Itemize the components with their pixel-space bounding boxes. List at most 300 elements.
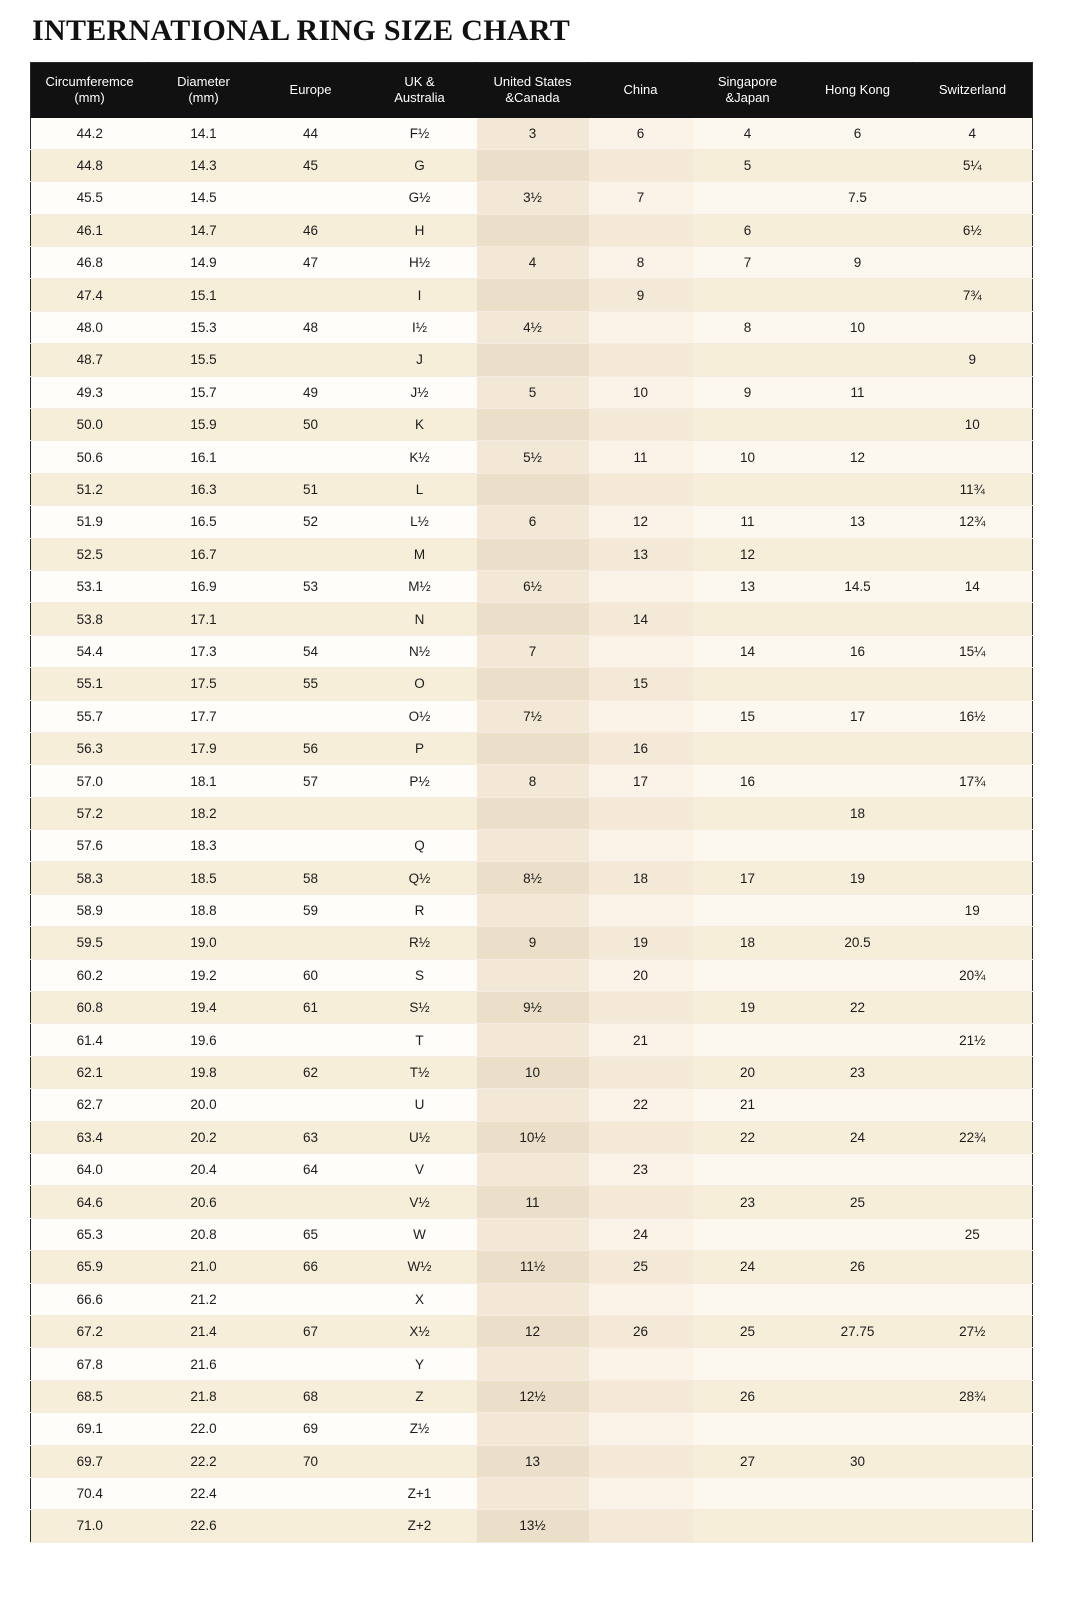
column-header-line: China <box>623 82 658 98</box>
table-cell: X <box>363 1283 477 1315</box>
table-cell <box>913 797 1033 829</box>
table-cell: 13 <box>589 538 693 570</box>
table-cell: 9 <box>693 376 803 408</box>
table-cell <box>259 1477 363 1509</box>
table-cell <box>693 1477 803 1509</box>
table-cell: J½ <box>363 376 477 408</box>
table-cell: 46 <box>259 214 363 246</box>
table-cell <box>913 732 1033 764</box>
table-cell: O½ <box>363 700 477 732</box>
table-cell <box>589 1121 693 1153</box>
table-cell <box>693 1283 803 1315</box>
table-cell: 19.6 <box>149 1024 259 1056</box>
table-row <box>31 570 1033 602</box>
table-cell <box>913 992 1033 1024</box>
table-cell <box>259 182 363 214</box>
table-row <box>31 344 1033 376</box>
table-cell: 45.5 <box>31 182 149 214</box>
table-cell: 13 <box>477 1445 589 1477</box>
table-cell: 12 <box>803 441 913 473</box>
table-cell <box>477 279 589 311</box>
table-cell <box>477 214 589 246</box>
table-cell <box>589 1348 693 1380</box>
table-cell: 18.3 <box>149 830 259 862</box>
table-cell: 49.3 <box>31 376 149 408</box>
table-cell <box>589 1380 693 1412</box>
table-cell: 66.6 <box>31 1283 149 1315</box>
table-cell: 20.8 <box>149 1218 259 1250</box>
table-cell: 14.3 <box>149 149 259 181</box>
table-cell <box>589 1186 693 1218</box>
table-cell: 22.0 <box>149 1413 259 1445</box>
table-cell: 21.0 <box>149 1251 259 1283</box>
table-cell: 69.7 <box>31 1445 149 1477</box>
table-cell: 25 <box>913 1218 1033 1250</box>
table-cell <box>589 894 693 926</box>
table-cell: U <box>363 1089 477 1121</box>
table-cell: 60 <box>259 959 363 991</box>
table-cell <box>589 149 693 181</box>
table-cell: 54.4 <box>31 635 149 667</box>
table-cell: 55.7 <box>31 700 149 732</box>
table-cell: 20.6 <box>149 1186 259 1218</box>
table-cell: 16.7 <box>149 538 259 570</box>
table-cell: 19.8 <box>149 1056 259 1088</box>
table-cell <box>693 668 803 700</box>
table-cell <box>589 1413 693 1445</box>
table-cell: 48 <box>259 311 363 343</box>
column-header-2 <box>259 63 363 118</box>
table-cell: 44.2 <box>31 118 149 150</box>
table-header-row <box>31 63 1033 118</box>
table-cell: 18 <box>803 797 913 829</box>
table-cell <box>913 1413 1033 1445</box>
table-cell: 69 <box>259 1413 363 1445</box>
table-row <box>31 732 1033 764</box>
table-cell: F½ <box>363 118 477 150</box>
table-cell: 15¼ <box>913 635 1033 667</box>
table-cell: 9 <box>803 247 913 279</box>
table-cell: 18.5 <box>149 862 259 894</box>
table-row <box>31 830 1033 862</box>
table-cell: 25 <box>693 1315 803 1347</box>
table-cell <box>803 214 913 246</box>
table-cell <box>803 668 913 700</box>
column-header-line: Australia <box>394 90 445 106</box>
table-cell: N½ <box>363 635 477 667</box>
table-cell: 20 <box>693 1056 803 1088</box>
table-cell <box>477 1348 589 1380</box>
table-cell: G½ <box>363 182 477 214</box>
table-cell: 70.4 <box>31 1477 149 1509</box>
table-cell <box>803 830 913 862</box>
table-cell: 6 <box>477 506 589 538</box>
table-cell: 19 <box>589 927 693 959</box>
table-cell: 58 <box>259 862 363 894</box>
column-header-line: &Canada <box>505 90 560 106</box>
table-cell <box>803 1413 913 1445</box>
table-cell: 59.5 <box>31 927 149 959</box>
table-cell: 7½ <box>477 700 589 732</box>
table-cell: 15.3 <box>149 311 259 343</box>
table-cell: 18 <box>589 862 693 894</box>
column-header-7 <box>803 63 913 118</box>
table-cell <box>477 149 589 181</box>
table-cell: 22¾ <box>913 1121 1033 1153</box>
table-cell: 12¾ <box>913 506 1033 538</box>
table-cell <box>913 182 1033 214</box>
table-cell: 19.4 <box>149 992 259 1024</box>
table-cell: 8 <box>589 247 693 279</box>
table-cell: 15.9 <box>149 409 259 441</box>
column-header-line: Europe <box>289 82 332 98</box>
table-cell: 7 <box>693 247 803 279</box>
table-cell: J <box>363 344 477 376</box>
table-cell <box>913 1348 1033 1380</box>
table-row <box>31 1251 1033 1283</box>
table-cell: 17.1 <box>149 603 259 635</box>
table-cell: 50.0 <box>31 409 149 441</box>
table-cell: 11 <box>589 441 693 473</box>
table-cell: 14.5 <box>803 570 913 602</box>
table-cell <box>913 441 1033 473</box>
table-cell <box>589 797 693 829</box>
table-cell <box>693 894 803 926</box>
table-cell: 16 <box>803 635 913 667</box>
table-cell: 64 <box>259 1154 363 1186</box>
table-cell: 21.2 <box>149 1283 259 1315</box>
table-cell: 49 <box>259 376 363 408</box>
table-cell <box>259 1186 363 1218</box>
table-cell <box>477 1089 589 1121</box>
column-header-5 <box>589 63 693 118</box>
table-cell: 16.9 <box>149 570 259 602</box>
table-cell <box>913 376 1033 408</box>
table-cell <box>477 409 589 441</box>
table-cell: 60.8 <box>31 992 149 1024</box>
table-cell: L <box>363 473 477 505</box>
table-cell <box>803 1154 913 1186</box>
table-cell <box>477 1154 589 1186</box>
table-cell: 20 <box>589 959 693 991</box>
table-cell: V½ <box>363 1186 477 1218</box>
table-cell: 20.4 <box>149 1154 259 1186</box>
table-cell <box>363 797 477 829</box>
table-cell <box>803 603 913 635</box>
table-cell: 18.8 <box>149 894 259 926</box>
table-cell: 53.8 <box>31 603 149 635</box>
table-cell: 15 <box>589 668 693 700</box>
table-cell: 20¾ <box>913 959 1033 991</box>
table-cell: 47.4 <box>31 279 149 311</box>
table-cell: 56 <box>259 732 363 764</box>
table-cell: 24 <box>803 1121 913 1153</box>
table-cell: 13 <box>693 570 803 602</box>
table-row <box>31 441 1033 473</box>
table-cell: 64.0 <box>31 1154 149 1186</box>
table-cell: K½ <box>363 441 477 473</box>
table-cell: Z <box>363 1380 477 1412</box>
column-header-line: UK & <box>404 74 435 89</box>
table-row <box>31 603 1033 635</box>
table-cell <box>693 344 803 376</box>
table-cell: 22 <box>589 1089 693 1121</box>
table-cell <box>589 1477 693 1509</box>
column-header-1 <box>149 63 259 118</box>
table-cell: 8 <box>693 311 803 343</box>
ring-size-table <box>30 62 1033 1543</box>
table-cell: 10 <box>693 441 803 473</box>
table-cell: 7 <box>589 182 693 214</box>
table-cell: 21.6 <box>149 1348 259 1380</box>
table-row <box>31 1315 1033 1347</box>
table-row <box>31 506 1033 538</box>
table-cell: N <box>363 603 477 635</box>
table-row <box>31 1510 1033 1542</box>
table-row <box>31 959 1033 991</box>
table-cell <box>693 182 803 214</box>
table-cell: 10 <box>589 376 693 408</box>
table-cell: 11 <box>693 506 803 538</box>
table-cell <box>477 473 589 505</box>
table-cell: 15.1 <box>149 279 259 311</box>
table-cell: 30 <box>803 1445 913 1477</box>
table-cell <box>693 279 803 311</box>
table-cell: 19 <box>803 862 913 894</box>
table-cell: 28¾ <box>913 1380 1033 1412</box>
table-cell <box>913 1477 1033 1509</box>
table-cell <box>259 1024 363 1056</box>
table-cell: 20.0 <box>149 1089 259 1121</box>
table-cell: 19 <box>913 894 1033 926</box>
table-cell: 19.0 <box>149 927 259 959</box>
table-cell <box>693 1348 803 1380</box>
table-row <box>31 797 1033 829</box>
table-cell: 14 <box>693 635 803 667</box>
table-cell <box>693 797 803 829</box>
table-cell: 6 <box>693 214 803 246</box>
table-cell <box>913 862 1033 894</box>
table-cell: 12 <box>589 506 693 538</box>
column-header-line: Switzerland <box>938 82 1007 98</box>
table-cell: 13½ <box>477 1510 589 1542</box>
table-cell: 70 <box>259 1445 363 1477</box>
table-cell: 21 <box>589 1024 693 1056</box>
table-cell: 14 <box>589 603 693 635</box>
table-cell: 52.5 <box>31 538 149 570</box>
table-header <box>31 63 1033 118</box>
table-cell: 3½ <box>477 182 589 214</box>
table-cell: 26 <box>693 1380 803 1412</box>
table-row <box>31 668 1033 700</box>
table-cell: 54 <box>259 635 363 667</box>
table-cell <box>477 1413 589 1445</box>
table-cell: 19.2 <box>149 959 259 991</box>
table-cell: 57.2 <box>31 797 149 829</box>
table-cell <box>259 927 363 959</box>
table-cell: H½ <box>363 247 477 279</box>
table-cell: 61 <box>259 992 363 1024</box>
table-cell: G <box>363 149 477 181</box>
table-cell: 50 <box>259 409 363 441</box>
table-cell: 4½ <box>477 311 589 343</box>
table-cell: O <box>363 668 477 700</box>
table-cell: 22.4 <box>149 1477 259 1509</box>
table-row <box>31 1445 1033 1477</box>
table-cell <box>589 1056 693 1088</box>
table-cell: 22 <box>693 1121 803 1153</box>
table-cell: 4 <box>913 118 1033 150</box>
table-cell <box>803 1283 913 1315</box>
table-cell: 56.3 <box>31 732 149 764</box>
table-cell: T <box>363 1024 477 1056</box>
table-cell: P <box>363 732 477 764</box>
table-row <box>31 1121 1033 1153</box>
table-cell <box>477 959 589 991</box>
table-cell <box>589 344 693 376</box>
table-cell: 57 <box>259 765 363 797</box>
table-row <box>31 311 1033 343</box>
column-header-8 <box>913 63 1033 118</box>
table-cell <box>259 603 363 635</box>
table-cell <box>803 1477 913 1509</box>
table-cell: 17.5 <box>149 668 259 700</box>
table-cell <box>589 1510 693 1542</box>
table-cell: 14.5 <box>149 182 259 214</box>
table-cell: 5 <box>477 376 589 408</box>
column-header-4 <box>477 63 589 118</box>
table-cell <box>693 1024 803 1056</box>
table-cell <box>477 797 589 829</box>
table-row <box>31 1218 1033 1250</box>
table-cell: 16½ <box>913 700 1033 732</box>
table-cell: 65.9 <box>31 1251 149 1283</box>
table-cell: 21.8 <box>149 1380 259 1412</box>
table-cell <box>259 830 363 862</box>
table-cell <box>803 765 913 797</box>
table-cell: P½ <box>363 765 477 797</box>
table-cell: 57.6 <box>31 830 149 862</box>
table-cell: 17.3 <box>149 635 259 667</box>
table-cell <box>803 1089 913 1121</box>
table-cell: 24 <box>589 1218 693 1250</box>
table-cell <box>259 1089 363 1121</box>
table-cell: Q <box>363 830 477 862</box>
table-cell <box>693 473 803 505</box>
table-cell: H <box>363 214 477 246</box>
table-cell: 17 <box>589 765 693 797</box>
table-cell: 6½ <box>913 214 1033 246</box>
table-cell: 62.1 <box>31 1056 149 1088</box>
table-cell: 14.1 <box>149 118 259 150</box>
table-cell <box>803 1380 913 1412</box>
table-cell <box>693 959 803 991</box>
table-cell <box>693 1218 803 1250</box>
table-cell: 16.1 <box>149 441 259 473</box>
column-header-line: Diameter <box>177 74 230 89</box>
table-cell <box>913 1056 1033 1088</box>
table-cell <box>803 732 913 764</box>
table-cell: 67.8 <box>31 1348 149 1380</box>
table-cell: 63.4 <box>31 1121 149 1153</box>
table-cell: 66 <box>259 1251 363 1283</box>
table-cell: 59 <box>259 894 363 926</box>
table-cell: 67 <box>259 1315 363 1347</box>
table-cell <box>259 1510 363 1542</box>
table-cell <box>803 344 913 376</box>
table-cell: 12 <box>477 1315 589 1347</box>
table-cell: 64.6 <box>31 1186 149 1218</box>
table-cell <box>477 603 589 635</box>
table-cell: V <box>363 1154 477 1186</box>
table-cell: 22 <box>803 992 913 1024</box>
table-cell: S½ <box>363 992 477 1024</box>
table-cell: 16 <box>693 765 803 797</box>
table-body <box>31 118 1033 1543</box>
table-cell: 25 <box>589 1251 693 1283</box>
table-row <box>31 992 1033 1024</box>
table-cell: I <box>363 279 477 311</box>
table-cell: 51.2 <box>31 473 149 505</box>
column-header-line: Circumferemce <box>45 74 134 89</box>
table-cell: 51.9 <box>31 506 149 538</box>
table-cell <box>477 732 589 764</box>
table-cell: Z½ <box>363 1413 477 1445</box>
table-cell: 16.5 <box>149 506 259 538</box>
table-cell: 17¾ <box>913 765 1033 797</box>
table-row <box>31 149 1033 181</box>
table-cell: 7 <box>477 635 589 667</box>
table-row <box>31 894 1033 926</box>
table-cell: 26 <box>589 1315 693 1347</box>
table-cell: 11 <box>477 1186 589 1218</box>
table-cell <box>913 1251 1033 1283</box>
table-row <box>31 1154 1033 1186</box>
table-cell: 3 <box>477 118 589 150</box>
table-cell <box>259 441 363 473</box>
table-cell: 65 <box>259 1218 363 1250</box>
table-cell: 62.7 <box>31 1089 149 1121</box>
table-cell <box>803 1218 913 1250</box>
table-cell: 11¾ <box>913 473 1033 505</box>
table-cell: 15.5 <box>149 344 259 376</box>
table-cell: 5 <box>693 149 803 181</box>
table-cell: Z+2 <box>363 1510 477 1542</box>
table-cell: 45 <box>259 149 363 181</box>
table-cell: 15.7 <box>149 376 259 408</box>
table-cell <box>803 1510 913 1542</box>
table-cell: 53.1 <box>31 570 149 602</box>
table-cell: 9½ <box>477 992 589 1024</box>
column-header-line: Singapore <box>717 74 778 89</box>
column-header-0 <box>31 63 149 118</box>
column-header-line: (mm) <box>188 90 219 106</box>
table-cell: 58.9 <box>31 894 149 926</box>
table-cell: 6 <box>803 118 913 150</box>
table-cell: 20.5 <box>803 927 913 959</box>
table-row <box>31 247 1033 279</box>
table-cell: 67.2 <box>31 1315 149 1347</box>
table-cell: 17.7 <box>149 700 259 732</box>
table-cell: 44 <box>259 118 363 150</box>
table-cell <box>259 700 363 732</box>
table-cell <box>913 311 1033 343</box>
table-cell <box>913 1445 1033 1477</box>
table-cell: 46.8 <box>31 247 149 279</box>
table-cell: 21.4 <box>149 1315 259 1347</box>
table-cell: 20.2 <box>149 1121 259 1153</box>
table-cell: S <box>363 959 477 991</box>
